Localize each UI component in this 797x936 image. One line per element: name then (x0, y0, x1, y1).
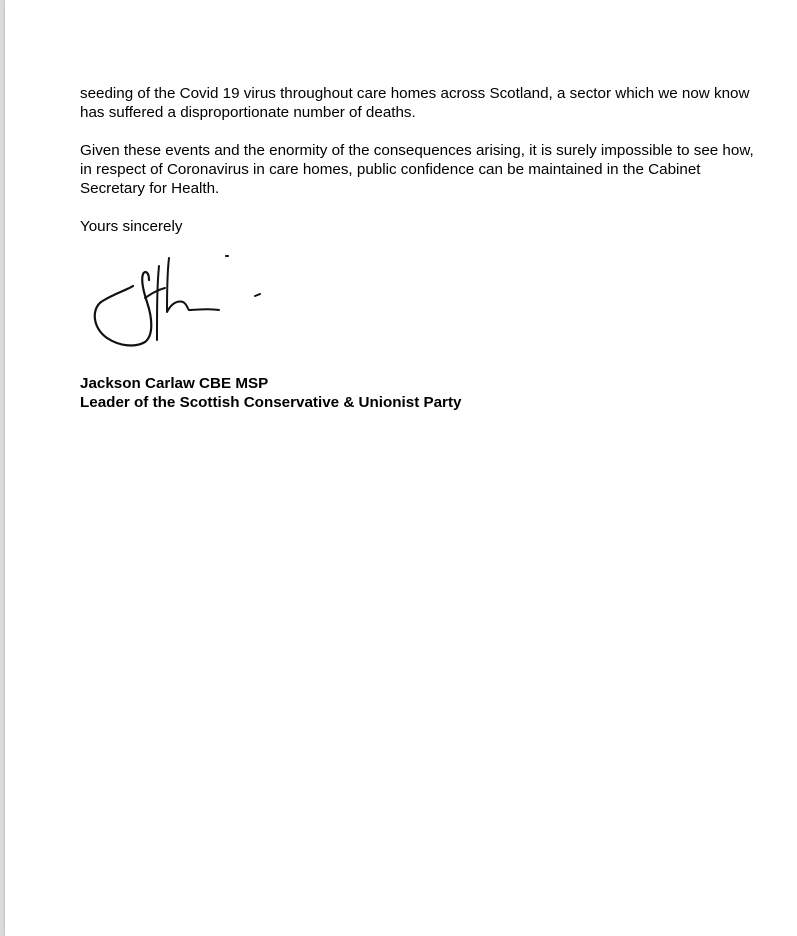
letter-page (5, 0, 797, 936)
signatory-name: Jackson Carlaw CBE MSP (80, 375, 269, 392)
signature-block (80, 374, 461, 412)
letter-paragraph: seeding of the Covid 19 virus throughout care homes across Scotland, a sector which we now know has suffered a disproportionate number of deaths. (80, 85, 750, 121)
closing-salutation: Yours sincerely (80, 218, 183, 235)
handwritten-signature (87, 250, 277, 350)
letter-paragraph: Given these events and the enormity of the consequences arising, it is surely impossible to see how, in respect of Coronavirus in care homes, public confidence can be maintained in the Cabinet Secretary for Health. (80, 142, 754, 197)
letter-body (80, 84, 760, 236)
signatory-title: Leader of the Scottish Conservative & Unionist Party (80, 394, 462, 411)
